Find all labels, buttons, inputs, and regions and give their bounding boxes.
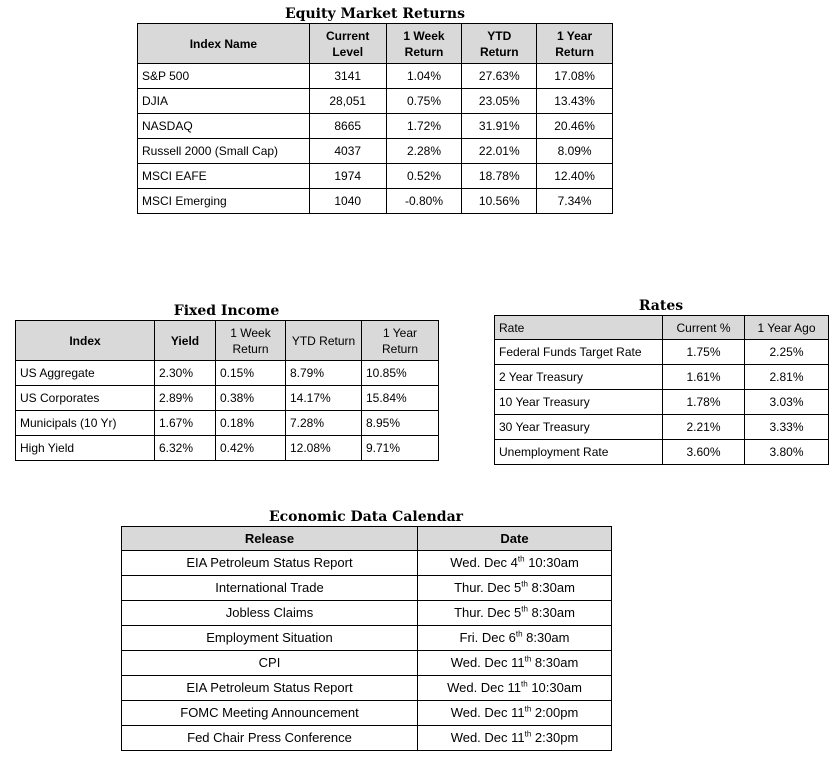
rates-cell: 30 Year Treasury — [495, 415, 663, 440]
calendar-date-cell — [418, 676, 612, 701]
calendar-table — [121, 526, 612, 751]
equity-header-1-year-return: 1 Year Return — [537, 24, 613, 64]
equity-header-current-level: Current Level — [309, 24, 386, 64]
calendar-row — [122, 601, 612, 626]
rates-row — [495, 440, 829, 465]
calendar-date-time: 8:30am — [527, 605, 575, 620]
calendar-date-suffix: th — [517, 554, 525, 564]
rates-cell: 1.75% — [663, 340, 745, 365]
equity-cell: 20.46% — [537, 114, 613, 139]
rates-section — [494, 297, 828, 465]
fixed-cell: 14.17% — [286, 386, 362, 411]
calendar-date-cell — [418, 551, 612, 576]
fixed-cell: 0.38% — [216, 386, 286, 411]
calendar-row — [122, 651, 612, 676]
equity-row — [138, 64, 613, 89]
fixed-header-index: Index — [16, 321, 155, 361]
rates-cell: 1.61% — [663, 365, 745, 390]
rates-cell: 10 Year Treasury — [495, 390, 663, 415]
fixed-row — [16, 436, 439, 461]
rates-row — [495, 390, 829, 415]
equity-cell: 1.72% — [386, 114, 462, 139]
rates-cell: 2.81% — [745, 365, 829, 390]
calendar-date-cell — [418, 701, 612, 726]
calendar-date-cell — [418, 651, 612, 676]
rates-title: Rates — [638, 298, 684, 314]
equity-cell: 8665 — [309, 114, 386, 139]
fixed-income-title: Fixed Income — [173, 303, 280, 319]
fixed-cell: US Corporates — [16, 386, 155, 411]
equity-cell: 28,051 — [309, 89, 386, 114]
rates-row — [495, 415, 829, 440]
equity-cell: 13.43% — [537, 89, 613, 114]
calendar-date-day: Wed. Dec 4 — [450, 555, 518, 570]
calendar-row — [122, 551, 612, 576]
rates-cell: Federal Funds Target Rate — [495, 340, 663, 365]
equity-header-1-week-return: 1 Week Return — [386, 24, 462, 64]
calendar-date-cell — [418, 576, 612, 601]
calendar-date-day: Wed. Dec 11 — [450, 705, 525, 720]
equity-cell: MSCI EAFE — [138, 164, 310, 189]
fixed-cell: 0.42% — [216, 436, 286, 461]
equity-row — [138, 89, 613, 114]
calendar-date-suffix: th — [524, 654, 532, 664]
equity-cell: 18.78% — [462, 164, 537, 189]
fixed-income-section — [15, 302, 438, 461]
fixed-cell: 0.18% — [216, 411, 286, 436]
calendar-release-cell: CPI — [122, 651, 418, 676]
calendar-date-time: 8:30am — [531, 655, 579, 670]
rates-cell: 1.78% — [663, 390, 745, 415]
rates-cell: 3.80% — [745, 440, 829, 465]
calendar-date-suffix: th — [521, 679, 528, 689]
equity-cell: 1.04% — [386, 64, 462, 89]
equity-row — [138, 189, 613, 214]
calendar-date-time: 8:30am — [527, 580, 575, 595]
calendar-date-cell — [418, 626, 612, 651]
equity-header-index-name: Index Name — [138, 24, 310, 64]
fixed-cell: 8.79% — [286, 361, 362, 386]
rates-cell: Unemployment Rate — [495, 440, 663, 465]
calendar-release-cell: Employment Situation — [122, 626, 418, 651]
equity-cell: 1974 — [309, 164, 386, 189]
calendar-release-cell: Fed Chair Press Conference — [122, 726, 418, 751]
calendar-date-suffix: th — [521, 604, 528, 614]
equity-cell: 7.34% — [537, 189, 613, 214]
calendar-date-time: 10:30am — [527, 680, 582, 695]
calendar-header-release: Release — [122, 527, 418, 551]
fixed-row — [16, 386, 439, 411]
equity-cell: 12.40% — [537, 164, 613, 189]
fixed-cell: 2.89% — [155, 386, 216, 411]
equity-title: Equity Market Returns — [285, 6, 465, 22]
fixed-header-yield: Yield — [155, 321, 216, 361]
equity-cell: 10.56% — [462, 189, 537, 214]
calendar-row — [122, 576, 612, 601]
calendar-header-date: Date — [418, 527, 612, 551]
equity-row — [138, 164, 613, 189]
calendar-date-time: 10:30am — [524, 555, 579, 570]
equity-cell: 31.91% — [462, 114, 537, 139]
fixed-cell: 12.08% — [286, 436, 362, 461]
calendar-row — [122, 626, 612, 651]
fixed-header-ytd-return: YTD Return — [286, 321, 362, 361]
calendar-date-cell — [418, 726, 612, 751]
rates-cell: 3.33% — [745, 415, 829, 440]
equity-cell: 27.63% — [462, 64, 537, 89]
fixed-income-table — [15, 320, 439, 461]
calendar-date-time: 2:00pm — [531, 705, 579, 720]
equity-cell: NASDAQ — [138, 114, 310, 139]
equity-cell: 4037 — [309, 139, 386, 164]
calendar-date-day: Thur. Dec 5 — [454, 580, 522, 595]
calendar-date-suffix: th — [524, 729, 532, 739]
fixed-row — [16, 411, 439, 436]
rates-cell: 3.60% — [663, 440, 745, 465]
equity-table — [137, 23, 613, 214]
equity-section — [137, 5, 613, 214]
rates-header-rate: Rate — [495, 316, 663, 340]
calendar-date-day: Wed. Dec 11 — [450, 655, 525, 670]
calendar-date-time: 2:30pm — [531, 730, 579, 745]
fixed-cell: 9.71% — [362, 436, 439, 461]
calendar-date-suffix: th — [521, 579, 528, 589]
rates-header-current: Current % — [663, 316, 745, 340]
calendar-row — [122, 726, 612, 751]
rates-row — [495, 340, 829, 365]
calendar-release-cell: International Trade — [122, 576, 418, 601]
equity-cell: 8.09% — [537, 139, 613, 164]
rates-cell: 2.25% — [745, 340, 829, 365]
equity-cell: 22.01% — [462, 139, 537, 164]
equity-cell: DJIA — [138, 89, 310, 114]
rates-table — [494, 315, 829, 465]
calendar-row — [122, 701, 612, 726]
fixed-header-1-year-return: 1 Year Return — [362, 321, 439, 361]
fixed-cell: 10.85% — [362, 361, 439, 386]
equity-row — [138, 114, 613, 139]
calendar-date-day: Wed. Dec 11 — [450, 730, 525, 745]
calendar-date-day: Wed. Dec 11 — [447, 680, 522, 695]
calendar-release-cell: EIA Petroleum Status Report — [122, 551, 418, 576]
equity-header-ytd-return: YTD Return — [462, 24, 537, 64]
rates-row — [495, 365, 829, 390]
fixed-cell: 1.67% — [155, 411, 216, 436]
equity-cell: MSCI Emerging — [138, 189, 310, 214]
fixed-cell: US Aggregate — [16, 361, 155, 386]
rates-cell: 3.03% — [745, 390, 829, 415]
fixed-cell: 7.28% — [286, 411, 362, 436]
calendar-date-day: Thur. Dec 5 — [454, 605, 522, 620]
calendar-section — [121, 508, 611, 751]
fixed-cell: 8.95% — [362, 411, 439, 436]
calendar-row — [122, 676, 612, 701]
calendar-title: Economic Data Calendar — [268, 509, 464, 525]
calendar-date-cell — [418, 601, 612, 626]
calendar-date-suffix: th — [524, 704, 532, 714]
equity-cell: 1040 — [309, 189, 386, 214]
equity-cell: 3141 — [309, 64, 386, 89]
calendar-release-cell: EIA Petroleum Status Report — [122, 676, 418, 701]
equity-cell: 0.75% — [386, 89, 462, 114]
fixed-cell: Municipals (10 Yr) — [16, 411, 155, 436]
equity-cell: -0.80% — [386, 189, 462, 214]
rates-header-1-year-ago: 1 Year Ago — [745, 316, 829, 340]
fixed-row — [16, 361, 439, 386]
rates-cell: 2.21% — [663, 415, 745, 440]
calendar-date-time: 8:30am — [522, 630, 570, 645]
fixed-cell: High Yield — [16, 436, 155, 461]
equity-cell: 2.28% — [386, 139, 462, 164]
rates-cell: 2 Year Treasury — [495, 365, 663, 390]
calendar-date-suffix: th — [515, 629, 523, 639]
equity-cell: 23.05% — [462, 89, 537, 114]
equity-cell: Russell 2000 (Small Cap) — [138, 139, 310, 164]
equity-cell: S&P 500 — [138, 64, 310, 89]
equity-cell: 0.52% — [386, 164, 462, 189]
calendar-date-day: Fri. Dec 6 — [459, 630, 516, 645]
calendar-release-cell: FOMC Meeting Announcement — [122, 701, 418, 726]
equity-row — [138, 139, 613, 164]
fixed-cell: 6.32% — [155, 436, 216, 461]
fixed-cell: 0.15% — [216, 361, 286, 386]
fixed-cell: 15.84% — [362, 386, 439, 411]
fixed-cell: 2.30% — [155, 361, 216, 386]
calendar-release-cell: Jobless Claims — [122, 601, 418, 626]
fixed-header-1-week-return: 1 Week Return — [216, 321, 286, 361]
equity-cell: 17.08% — [537, 64, 613, 89]
